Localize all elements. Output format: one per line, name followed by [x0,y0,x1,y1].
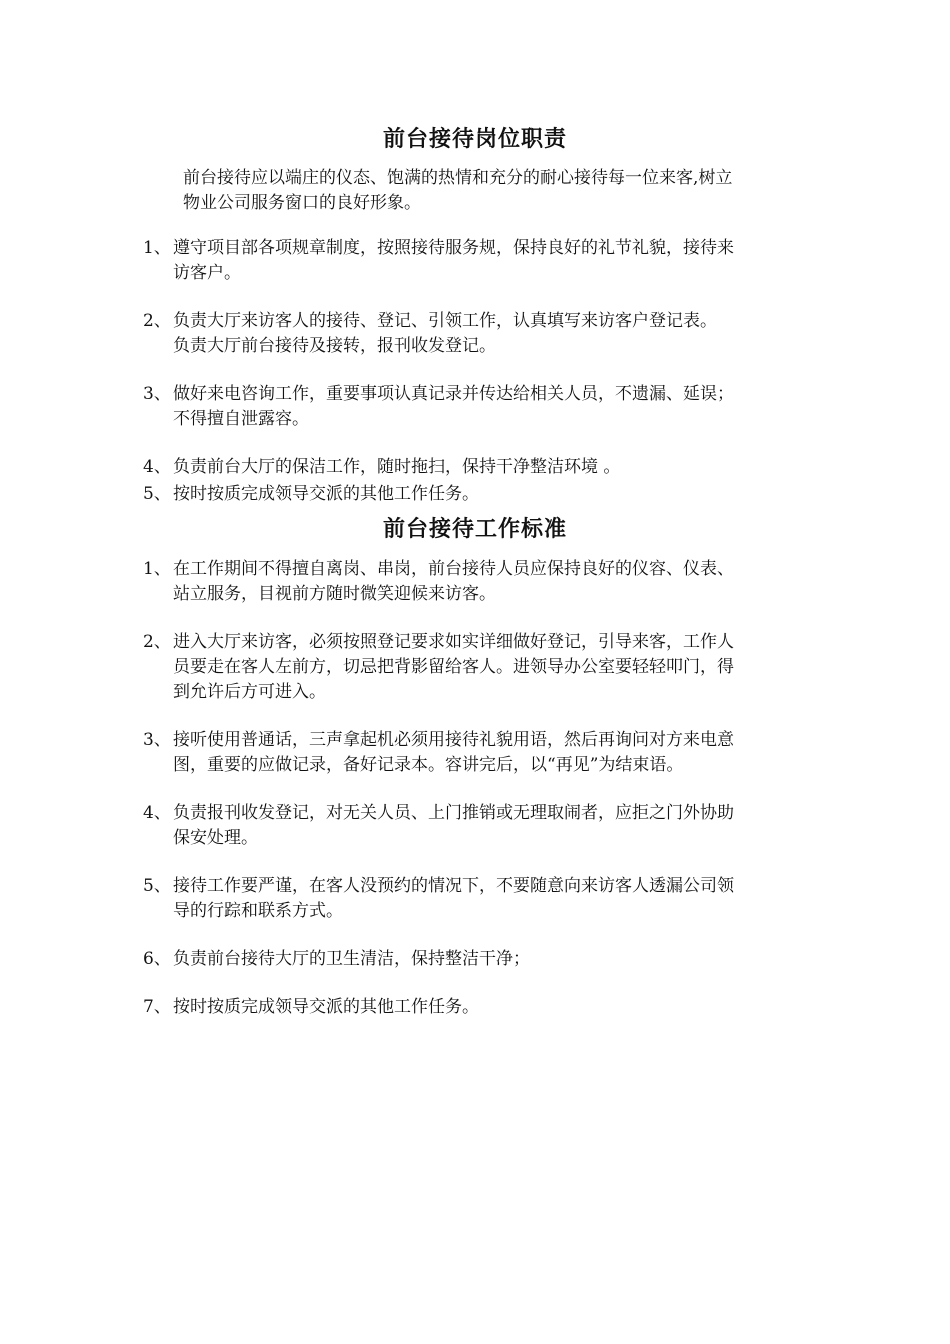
item-number: 2、 [143,632,171,652]
item-number: 1、 [143,559,171,579]
standard-item-2 [143,630,823,705]
duty-item-2 [143,309,823,359]
item-text-line: 负责报刊收发登记，对无关人员、上门推销或无理取闹者，应拒之门外协助 [173,803,734,823]
item-number: 4、 [143,803,171,823]
item-number: 2、 [143,311,171,331]
section-title-duties: 前台接待岗位职责 [382,127,567,152]
item-number: 3、 [143,730,171,750]
item-text-line: 站立服务，目视前方随时微笑迎候来访客。 [173,584,496,604]
item-text-line: 员要走在客人左前方，切忌把背影留给客人。进领导办公室要轻轻叩门，得 [173,657,734,677]
intro-line: 物业公司服务窗口的良好形象。 [183,193,421,213]
item-number: 5、 [143,876,171,896]
item-text-line: 保安处理。 [173,828,258,848]
item-text-line: 按时按质完成领导交派的其他工作任务。 [173,484,479,504]
standards-list [143,557,823,1020]
duty-item-3 [143,382,823,432]
item-text-line: 接待工作要严谨，在客人没预约的情况下，不要随意向来访客人透漏公司领 [173,876,734,896]
item-text-line: 负责大厅前台接待及接转，报刊收发登记。 [173,336,496,356]
duties-list [143,236,823,507]
item-text-line: 按时按质完成领导交派的其他工作任务。 [173,997,479,1017]
duty-item-5 [143,482,823,507]
item-text-line: 在工作期间不得擅自离岗、串岗，前台接待人员应保持良好的仪容、仪表、 [173,559,734,579]
item-number: 3、 [143,384,171,404]
item-text-line: 进入大厅来访客，必须按照登记要求如实详细做好登记，引导来客，工作人 [173,632,734,652]
item-text-line: 负责前台接待大厅的卫生清洁，保持整洁干净； [173,949,530,969]
item-text-line: 不得擅自泄露容。 [173,409,309,429]
standard-item-6 [143,947,823,972]
item-number: 6、 [143,949,171,969]
item-text-line: 遵守项目部各项规章制度，按照接待服务规，保持良好的礼节礼貌，接待来 [173,238,734,258]
item-text-line: 接听使用普通话，三声拿起机必须用接待礼貌用语，然后再询问对方来电意 [173,730,734,750]
item-number: 4、 [143,457,171,477]
standard-item-4 [143,801,823,851]
standard-item-1 [143,557,823,607]
item-text-line: 负责大厅来访客人的接待、登记、引领工作，认真填写来访客户登记表。 [173,311,717,331]
item-number: 7、 [143,997,171,1017]
item-text-line: 导的行踪和联系方式。 [173,901,343,921]
item-text-line: 访客户。 [173,263,241,283]
standard-item-3 [143,728,823,778]
item-number: 5、 [143,484,171,504]
intro-paragraph [183,166,823,216]
section-title-standards: 前台接待工作标准 [382,517,567,542]
item-text-line: 负责前台大厅的保洁工作，随时拖扫，保持干净整洁环境 。 [173,457,621,477]
item-text-line: 做好来电咨询工作，重要事项认真记录并传达给相关人员，不遗漏、延误； [173,384,734,404]
item-number: 1、 [143,238,171,258]
standard-item-7 [143,995,823,1020]
intro-line: 前台接待应以端庄的仪态、饱满的热情和充分的耐心接待每一位来客,树立 [183,168,733,188]
standard-item-5 [143,874,823,924]
duty-item-1 [143,236,823,286]
item-text-line: 图，重要的应做记录，备好记录本。容讲完后，以“再见”为结束语。 [173,755,684,775]
item-text-line: 到允许后方可进入。 [173,682,326,702]
duty-item-4 [143,455,823,480]
